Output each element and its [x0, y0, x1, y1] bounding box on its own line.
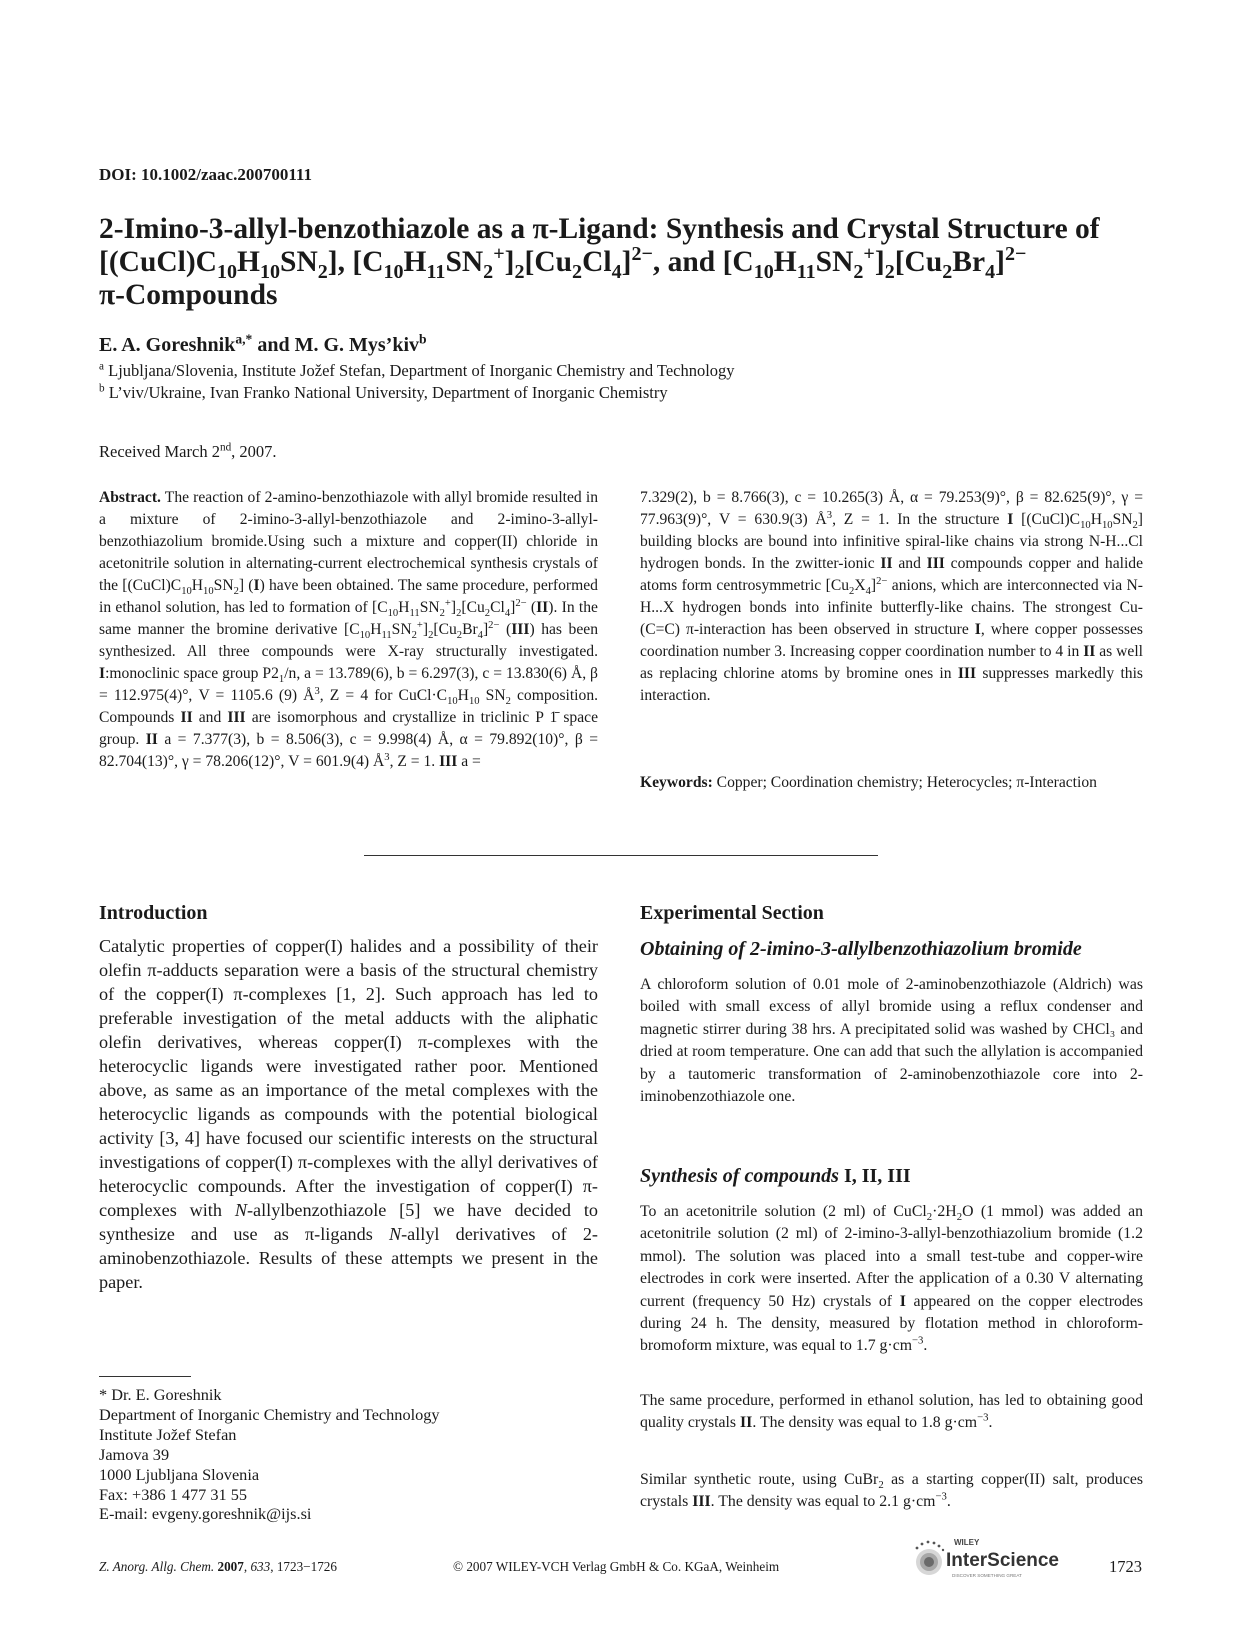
received-date — [99, 442, 277, 462]
logo-tagline: DISCOVER SOMETHING GREAT — [952, 1573, 1022, 1578]
copyright-notice: © 2007 WILEY-VCH Verlag GmbH & Co. KGaA, Weinheim — [453, 1559, 780, 1574]
synthesis-subheading-bold: I, II, III — [838, 1165, 911, 1187]
affiliation-a — [99, 361, 735, 381]
keywords-label: Keywords: — [640, 774, 713, 791]
synthesis-paragraph-3: Similar synthetic route, using CuBr$_2$ as a starting copper(II) salt, produces crystals III. The density was equal to 2.1 $g\cdot cm^{-3}$. — [640, 1471, 1143, 1511]
affiliation-b — [99, 383, 668, 403]
received-year: , 2007. — [231, 442, 277, 461]
journal-year: 2007 — [217, 1559, 244, 1574]
abstract-left: Abstract. The reaction of 2-amino-benzothiazole with allyl bromide resulted in a mixture of 2-imino-3-allyl-benzothiazole and 2-imino-3-allyl-benzothiazolium bromide.Using such a mixture and copper(II) chloride in acetonitrile solution in alternating-current electrochemical synthesis crystals of the $[(CuCl)C_{10}H_{10}SN_2]$ (I) have been obtained. The same procedure, performed in ethanol solution, has led to formation of $[C_{10}H_{11}SN_2^+]_2[Cu_2Cl_4]^{2-}$ (II). In the same manner the bromine derivative $[C_{10}H_{11}SN_2^+]_2[Cu_2Br_4]^{2-}$ (III) has been synthesized. All three compounds were X-ray structurally investigated. I:monoclinic space group $P2_1/n$, a = 13.789(6), b = 6.297(3), c = 13.830(6) Å, β = 112.975(4)°, V = 1105.6 (9) $Å^3$, Z = 4 for $CuCl\cdot C_{10}H_{10}$ $SN_2$ composition. Compounds II and III are isomorphous and crystallize in triclinic P 1̄ space group. II a = 7.377(3), b = 8.506(3), c = 9.998(4) Å, α = 79.892(10)°, β = 82.704(13)°, γ = 78.206(12)°, V = 601.9(4) $Å^3$, Z = 1. III a = — [99, 489, 599, 770]
synthesis-paragraph-1: To an acetonitrile solution (2 ml) of $CuCl_2\cdot 2H_2O$ (1 mmol) was added an acetonitrile solution (2 ml) of 2-imino-3-allyl-benzothiazolium bromide (1.2 mmol). The solution was placed into a small test-tube and copper-wire electrodes in cork were inserted. After the application of a 0.30 V alternating current (frequency 50 Hz) crystals of I appeared on the copper electrodes during 24 h. The density, measured by flotation method in chloroform-bromoform mixture, was equal to 1.7 $g\cdot cm^{-3}$. — [640, 1203, 1143, 1355]
logo-wiley-text: WILEY — [954, 1538, 980, 1547]
page-number: 1723 — [1109, 1557, 1142, 1576]
synthesis-subheading — [640, 1165, 911, 1188]
footnote-email[interactable]: E-mail: evgeny.goreshnik@ijs.si — [99, 1504, 312, 1524]
footnote-rule — [99, 1376, 191, 1377]
experimental-heading: Experimental Section — [640, 902, 824, 924]
author-1-mark: a,* — [235, 331, 253, 347]
footnote-line: Fax: +386 1 477 31 55 — [99, 1484, 248, 1504]
interscience-logo-icon — [912, 1536, 1062, 1580]
authors — [99, 331, 427, 357]
abstract-label: Abstract. — [99, 489, 161, 506]
journal-pages: , 1723−1726 — [270, 1559, 337, 1574]
correspondence-footnote — [99, 1385, 440, 1524]
journal-volume: 633 — [250, 1559, 271, 1574]
footnote-line: * Dr. E. Goreshnik — [99, 1385, 222, 1404]
keywords-text: Copper; Coordination chemistry; Heterocycles; π-Interaction — [716, 774, 1097, 791]
footnote-line: Institute Jožef Stefan — [99, 1424, 237, 1444]
affiliation-a-text: Ljubljana/Slovenia, Institute Jožef Stefan, Department of Inorganic Chemistry and Technology — [108, 361, 735, 380]
title-line-3: π-Compounds — [99, 279, 278, 311]
introduction-heading: Introduction — [99, 902, 208, 924]
affiliation-b-text: L’viv/Ukraine, Ivan Franko National University, Department of Inorganic Chemistry — [108, 383, 668, 402]
keywords — [640, 772, 1143, 794]
article-title — [99, 213, 1159, 312]
received-sup: nd — [219, 441, 232, 454]
abstract-divider — [364, 855, 878, 856]
received-text: Received March 2 — [99, 442, 220, 461]
journal-citation: Z. Anorg. Allg. Chem. 2007, 633, 1723−1726 — [99, 1559, 337, 1574]
author-1: E. A. Goreshnik — [99, 334, 236, 356]
author-2: and M. G. Mys’kiv — [252, 334, 420, 356]
journal-name: Z. Anorg. Allg. Chem. — [99, 1559, 215, 1574]
affiliation-b-mark: b — [99, 382, 105, 395]
obtaining-subheading: Obtaining of 2-imino-3-allylbenzothiazolium bromide — [640, 938, 1082, 960]
synthesis-subheading-italic: Synthesis of compounds — [640, 1165, 839, 1187]
affiliation-a-mark: a — [99, 360, 104, 373]
author-2-mark: b — [419, 331, 427, 347]
obtaining-text: A chloroform solution of 0.01 mole of 2-aminobenzothiazole (Aldrich) was boiled with small excess of allyl bromide using a reflux condenser and magnetic stirrer during 38 hrs. A precipitated solid was washed by CHCl₃ and dried at room temperature. One can add that such the allylation is accompanied by a tautomeric transformation of 2-aminobenzothiazole core into 2-iminobenzothiazole one. — [640, 976, 1143, 1106]
footnote-line: 1000 Ljubljana Slovenia — [99, 1464, 260, 1484]
footnote-line: Jamova 39 — [99, 1444, 170, 1464]
title-line-1: 2-Imino-3-allyl-benzothiazole as a π-Ligand: Synthesis and Crystal Structure of — [99, 213, 1100, 245]
title-line-2: $[(CuCl)C_{10}H_{10}SN_2]$, $[C_{10}H_{11}SN_2^+]_2[Cu_2Cl_4]^{2-}$, and $[C_{10}H_{11}SN_2^+]_2[Cu_2Br_4]^{2-}$ — [99, 243, 1027, 283]
footnote-line: Department of Inorganic Chemistry and Technology — [99, 1404, 440, 1424]
synthesis-paragraph-2: The same procedure, performed in ethanol solution, has led to obtaining good quality crystals II. The density was equal to 1.8 $g\cdot cm^{-3}$. — [640, 1392, 1143, 1432]
introduction-text: Catalytic properties of copper(I) halides and a possibility of their olefin π-adducts separation were a basis of the structural chemistry of the copper(I) π-complexes [1, 2]. Such approach has led to preferable investigation of the metal adducts with the aliphatic olefin derivatives, whereas copper(I) π-complexes with the heterocyclic ligands were investigated rather poor. Mentioned above, as same as an importance of the metal complexes with the heterocyclic ligands as compounds with the potential biological activity [3, 4] have focused our scientific interests on the structural investigations of copper(I) π-complexes with the allyl derivatives of heterocyclic compounds. After the investigation of copper(I) π-complexes with N-allylbenzothiazole [5] we have decided to synthesize and use as π-ligands N-allyl derivatives of 2-aminobenzothiazole. Results of these attempts we present in the paper. — [99, 936, 598, 1292]
interscience-logo — [912, 1536, 1062, 1580]
doi: DOI: 10.1002/zaac.200700111 — [99, 165, 312, 184]
abstract-right: 7.329(2), b = 8.766(3), c = 10.265(3) Å, α = 79.253(9)°, β = 82.625(9)°, γ = 77.963(9)°, V = 630.9(3) $Å^3$, Z = 1. In the structure I $[(CuCl)C_{10}H_{10}SN_2]$ building blocks are bound into infinitive spiral-like chains via strong N-H...Cl hydrogen bonds. In the zwitter-ionic II and III compounds copper and halide atoms form centrosymmetric $[Cu_2X_4]^{2-}$ anions, which are interconnected via N-H...X hydrogen bonds into infinite butterfly-like chains. The strongest Cu-(C=C) π-interaction has been observed in structure I, where copper possesses coordination number 3. Increasing copper coordination number to 4 in II as well as replacing chlorine atoms by bromine ones in III suppresses markedly this interaction. — [640, 489, 1144, 704]
logo-interscience-text: InterScience — [946, 1550, 1059, 1571]
